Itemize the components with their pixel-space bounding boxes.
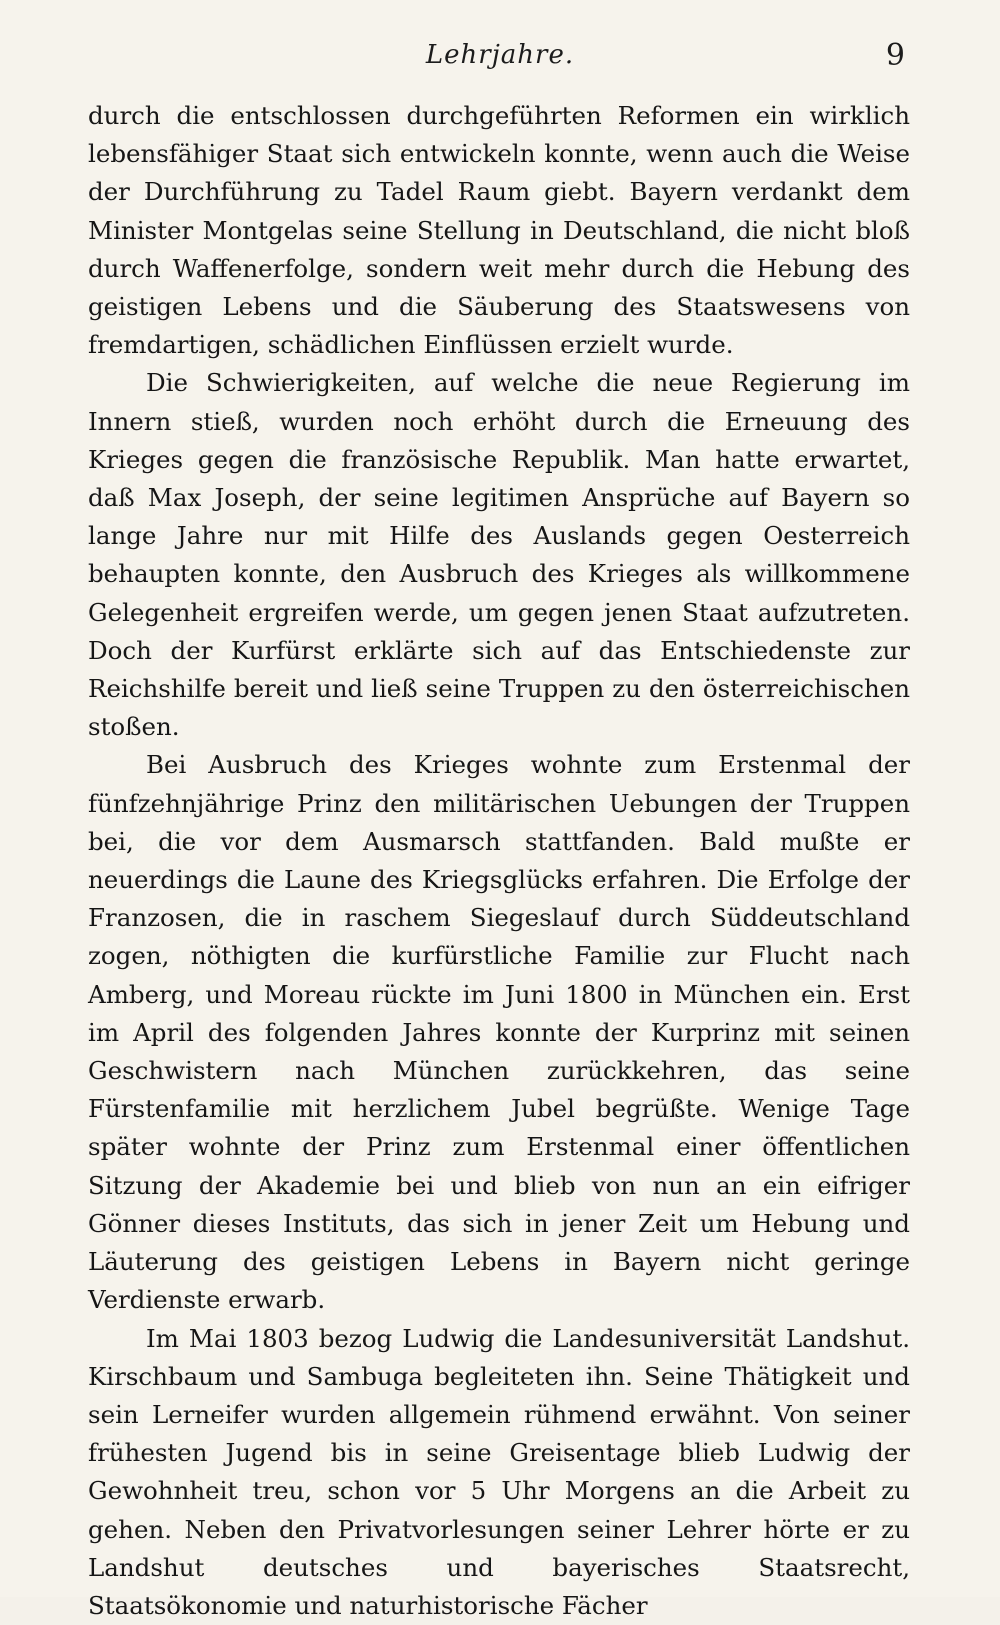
paragraph-1: durch die entschlossen durchgeführten Reformen ein wirklich lebensfähiger Staat sich entwickeln konnte, wenn auch die Weise der Durchführung zu Tadel Raum giebt. Bayern verdankt dem Minister Montgelas seine Stellung in Deutschland, die nicht bloß durch Waffenerfolge, sondern weit mehr durch die Hebung des geistigen Lebens und die Säuberung des Staatswesens von fremdartigen, schädlichen Einflüssen erzielt wurde. bbox=[88, 97, 910, 364]
paragraph-2: Die Schwierigkeiten, auf welche die neue Regierung im Innern stieß, wurden noch erhöht durch die Erneuung des Krieges gegen die französische Republik. Man hatte erwartet, daß Max Joseph, der seine legitimen Ansprüche auf Bayern so lange Jahre nur mit Hilfe des Auslands gegen Oesterreich behaupten konnte, den Ausbruch des Krieges als willkommene Gelegenheit ergreifen werde, um gegen jenen Staat aufzutreten. Doch der Kurfürst erklärte sich auf das Entschiedenste zur Reichshilfe bereit und ließ seine Truppen zu den österreichischen stoßen. bbox=[88, 364, 910, 746]
running-head-title: Lehrjahre. bbox=[0, 40, 1000, 70]
page-number: 9 bbox=[886, 38, 905, 73]
body-text bbox=[88, 97, 910, 1625]
running-head bbox=[0, 40, 1000, 80]
paragraph-4: Im Mai 1803 bezog Ludwig die Landesuniversität Landshut. Kirschbaum und Sambuga begleiteten ihn. Seine Thätigkeit und sein Lerneifer wurden allgemein rühmend erwähnt. Von seiner frühesten Jugend bis in seine Greisentage blieb Ludwig der Gewohnheit treu, schon vor 5 Uhr Morgens an die Arbeit zu gehen. Neben den Privatvorlesungen seiner Lehrer hörte er zu Landshut deutsches und bayerisches Staatsrecht, Staatsökonomie und naturhistorische Fächer bbox=[88, 1320, 910, 1625]
paragraph-3: Bei Ausbruch des Krieges wohnte zum Erstenmal der fünfzehnjährige Prinz den militärischen Uebungen der Truppen bei, die vor dem Ausmarsch stattfanden. Bald mußte er neuerdings die Laune des Kriegsglücks erfahren. Die Erfolge der Franzosen, die in raschem Siegeslauf durch Süddeutschland zogen, nöthigten die kurfürstliche Familie zur Flucht nach Amberg, und Moreau rückte im Juni 1800 in München ein. Erst im April des folgenden Jahres konnte der Kurprinz mit seinen Geschwistern nach München zurückkehren, das seine Fürstenfamilie mit herzlichem Jubel begrüßte. Wenige Tage später wohnte der Prinz zum Erstenmal einer öffentlichen Sitzung der Akademie bei und blieb von nun an ein eifriger Gönner dieses Instituts, das sich in jener Zeit um Hebung und Läuterung des geistigen Lebens in Bayern nicht geringe Verdienste erwarb. bbox=[88, 746, 910, 1319]
